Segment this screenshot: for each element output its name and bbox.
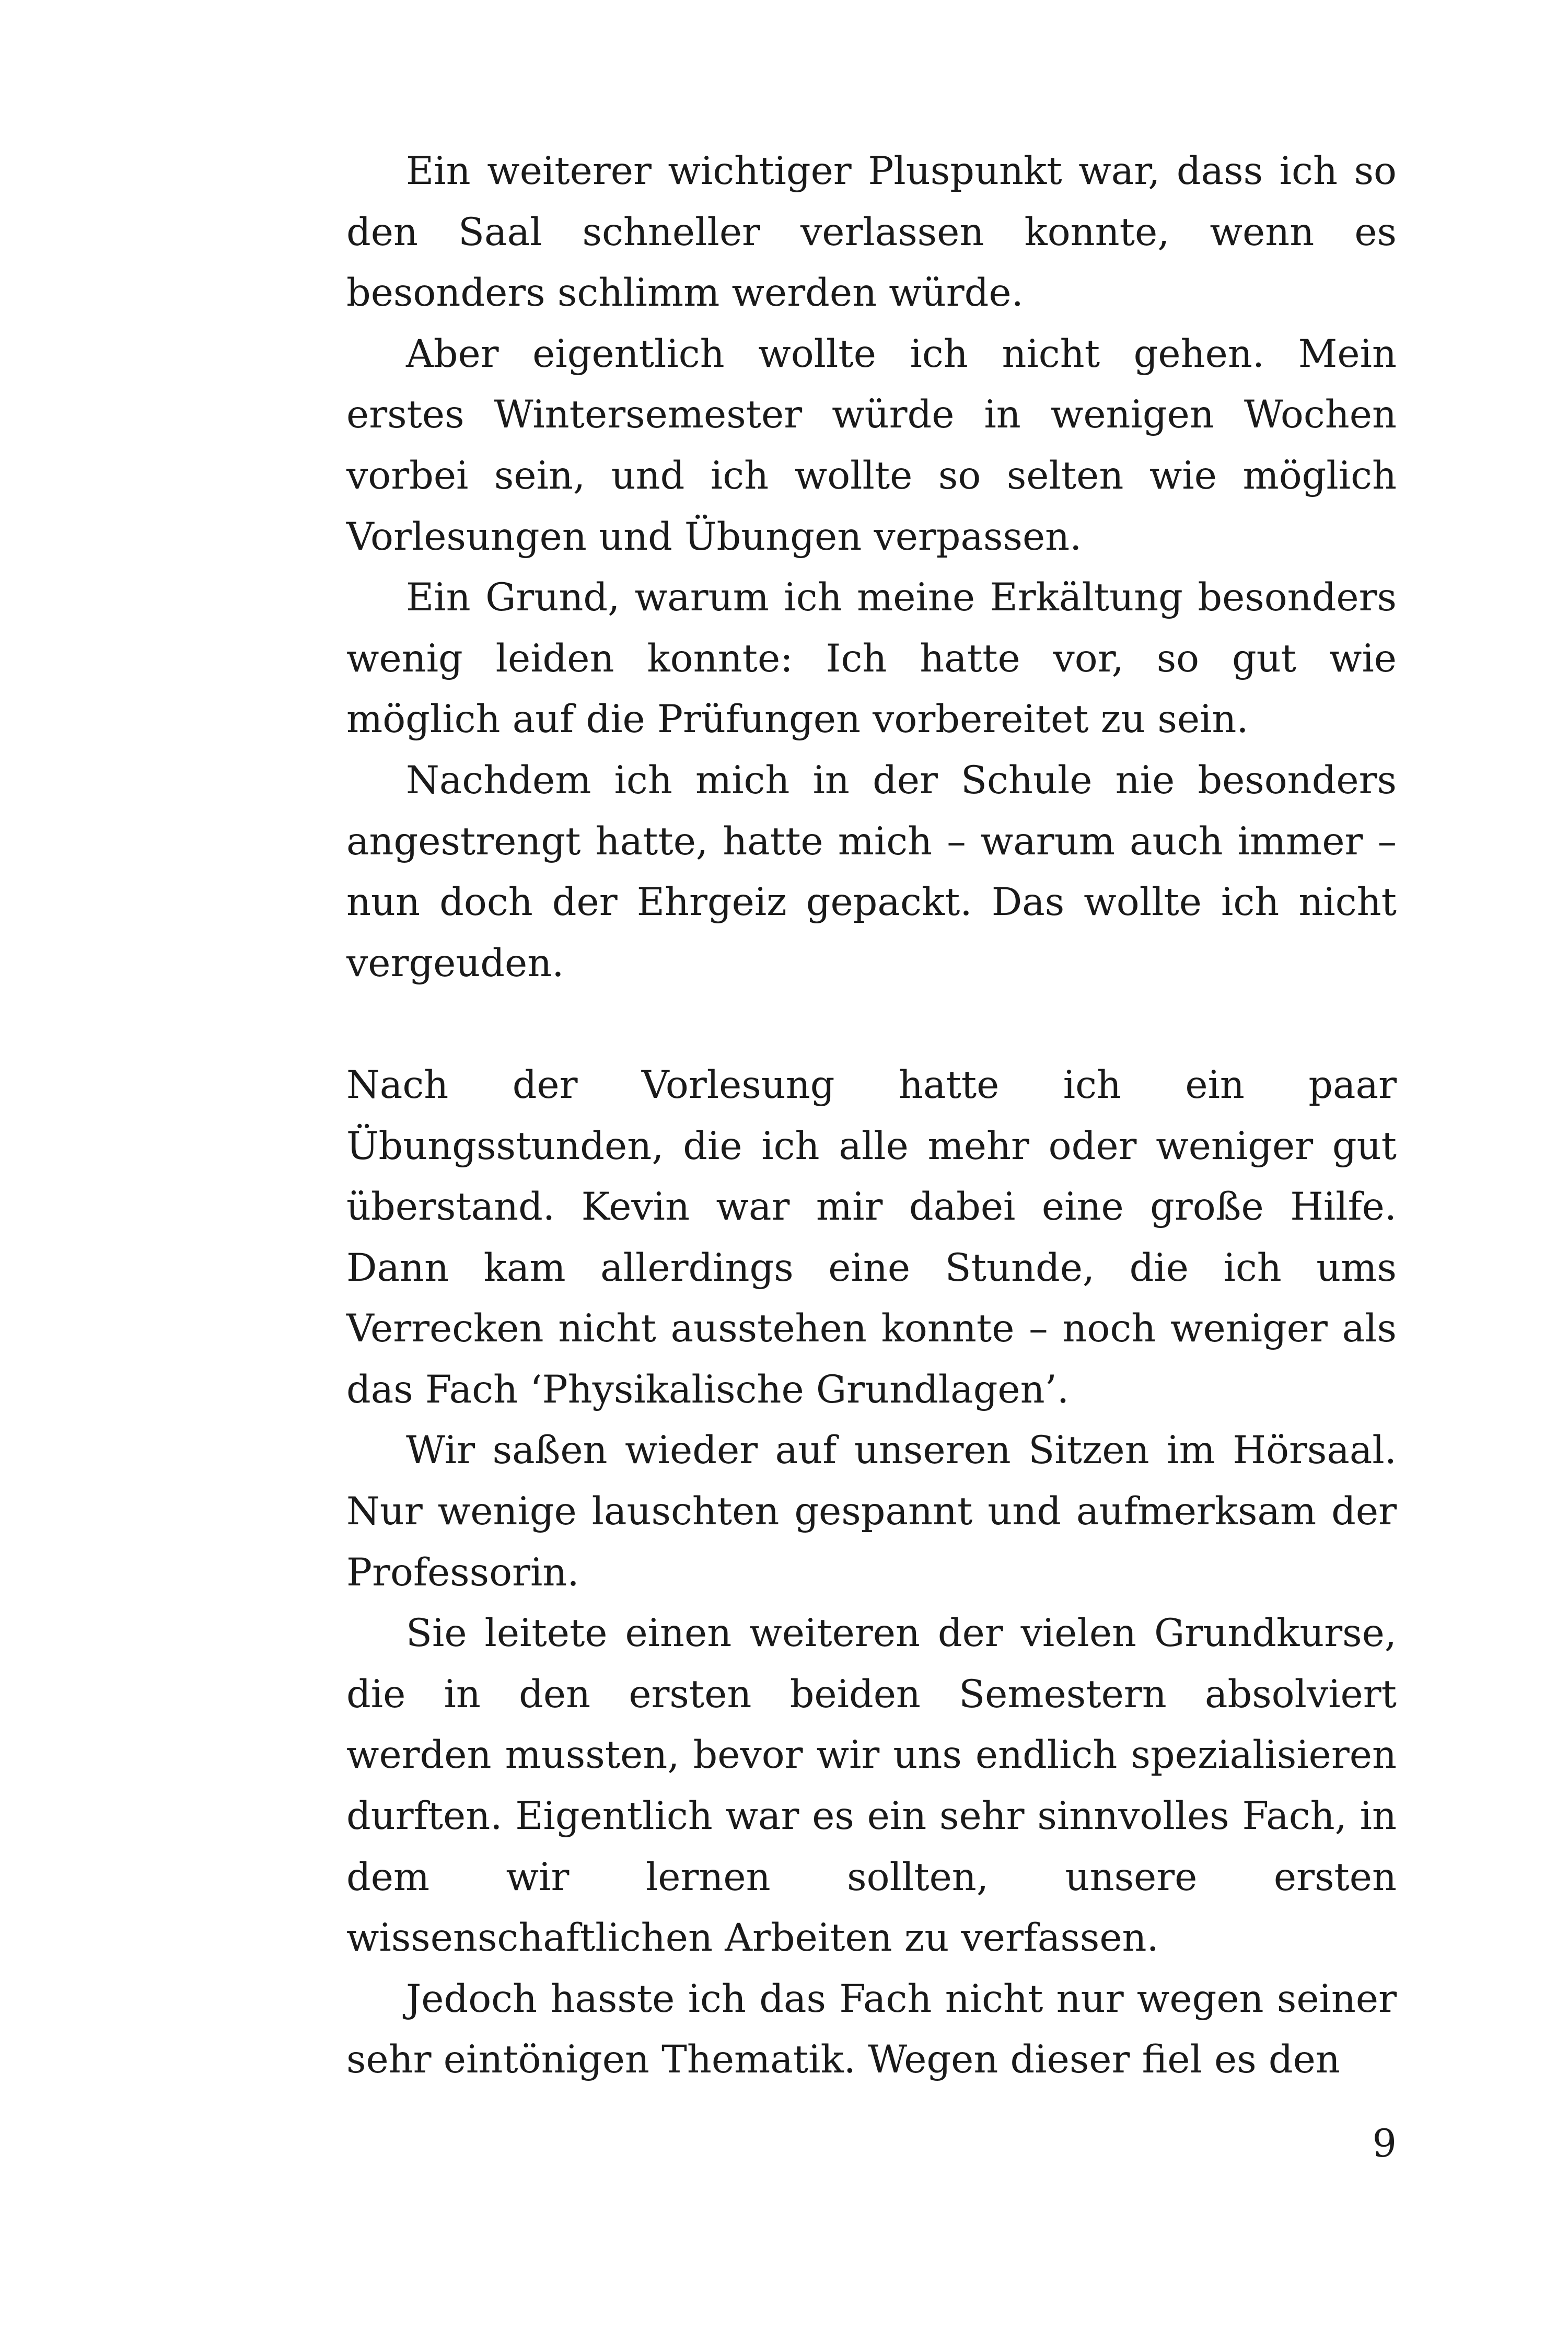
- paragraph: Ein Grund, warum ich meine Erkältung besonders wenig leiden konnte: Ich hatte vor, so gut wie möglich auf die Prüfungen vorbereitet zu sein.: [346, 575, 1397, 742]
- paragraph: Sie leitete einen weiteren der vielen Grundkurse, die in den ersten beiden Semestern absolviert werden mussten, bevor wir uns endlich spezialisieren durften. Eigentlich war es ein sehr sinnvolles Fach, in dem wir lernen sollten, unsere ersten wissenschaftlichen Arbeiten zu verfassen.: [346, 1611, 1397, 1961]
- paragraph: Nach der Vorlesung hatte ich ein paar Übungsstunden, die ich alle mehr oder weniger gut überstand. Kevin war mir dabei eine große Hilfe. Dann kam allerdings eine Stunde, die ich ums Verrecken nicht ausstehen konnte – noch weniger als das Fach ‘Physikalische Grundlagen’.: [346, 1062, 1397, 1412]
- page-number: 9: [1372, 2122, 1397, 2166]
- paragraph: Wir saßen wieder auf unseren Sitzen im Hörsaal. Nur wenige lauschten gespannt und aufmerksam der Professorin.: [346, 1428, 1397, 1595]
- paragraph: Jedoch hasste ich das Fach nicht nur wegen seiner sehr eintönigen Thematik. Wegen dieser fiel es den: [346, 1976, 1397, 2082]
- paragraph: Nachdem ich mich in der Schule nie besonders angestrengt hatte, hatte mich – warum auch immer – nun doch der Ehrgeiz gepackt. Das wollte ich nicht vergeuden.: [346, 758, 1397, 986]
- body-text: [346, 141, 1397, 2091]
- paragraph: Aber eigentlich wollte ich nicht gehen. Mein erstes Wintersemester würde in wenigen Wochen vorbei sein, und ich wollte so selten wie möglich Vorlesungen und Übungen verpassen.: [346, 331, 1397, 559]
- section-break: [346, 994, 1397, 1055]
- paragraph: Ein weiterer wichtiger Pluspunkt war, dass ich so den Saal schneller verlassen konnte, wenn es besonders schlimm werden würde.: [346, 149, 1397, 316]
